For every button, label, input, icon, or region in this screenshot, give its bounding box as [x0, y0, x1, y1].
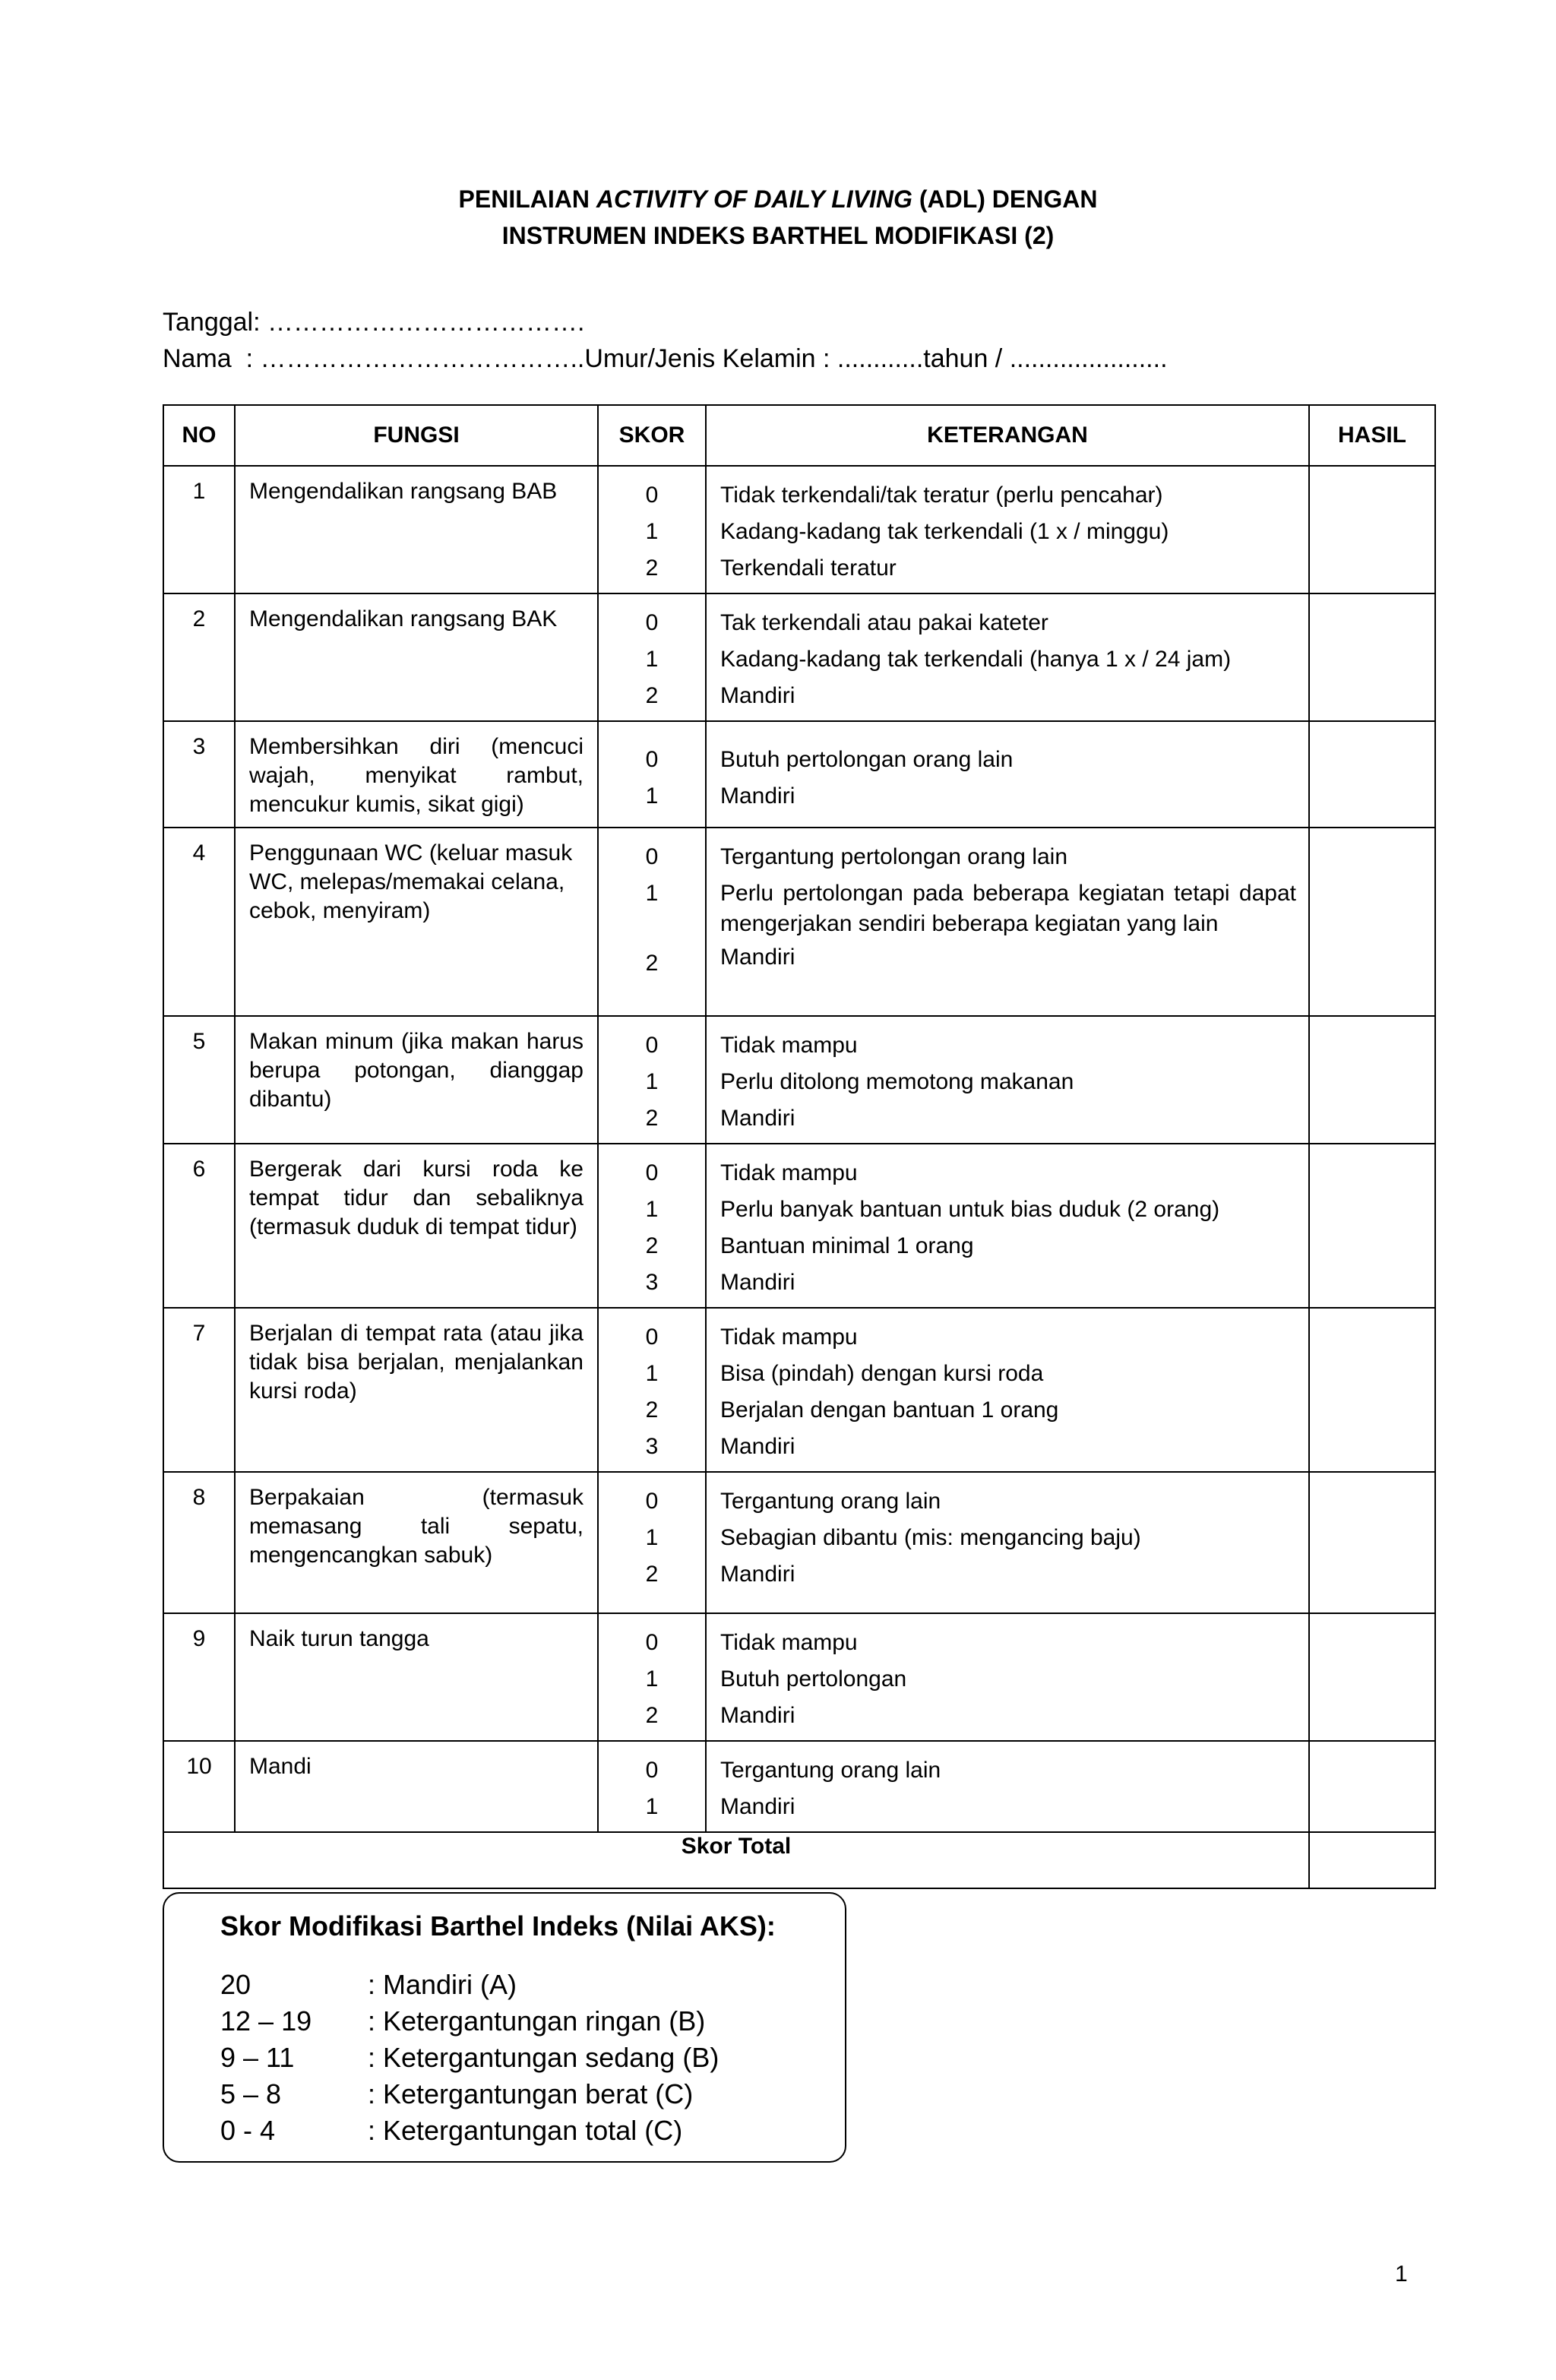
table-header-row: [163, 405, 1435, 466]
result-cell[interactable]: [1309, 1741, 1435, 1832]
row-descriptions: [706, 1016, 1309, 1144]
result-cell[interactable]: [1309, 1472, 1435, 1613]
result-cell[interactable]: [1309, 721, 1435, 828]
header-hasil: HASIL: [1309, 405, 1435, 466]
row-descriptions: [706, 593, 1309, 721]
row-scores: [598, 1472, 706, 1613]
result-cell[interactable]: [1309, 1613, 1435, 1741]
document-title-line-1: [0, 181, 1556, 217]
score-legend-box: [163, 1892, 846, 2163]
row-function: Penggunaan WC (keluar masuk WC, melepas/memakai celana, cebok, menyiram): [235, 828, 598, 1016]
score-description: Tidak mampu: [720, 1160, 858, 1185]
score-description: Mandiri: [720, 1434, 795, 1459]
table-row: [163, 828, 1435, 1016]
score-value: 1: [645, 881, 659, 906]
score-value: 0: [645, 1489, 659, 1514]
row-number: 10: [163, 1741, 235, 1832]
score-value: 0: [645, 747, 659, 772]
row-number: 8: [163, 1472, 235, 1613]
score-value: 2: [645, 1562, 659, 1587]
score-value: 0: [645, 1758, 659, 1783]
score-value: 1: [645, 1069, 659, 1094]
score-description: Perlu ditolong memotong makanan: [720, 1069, 1074, 1094]
header-fungsi: FUNGSI: [235, 405, 598, 466]
title-prefix: PENILAIAN: [458, 185, 596, 213]
score-value: 0: [645, 1160, 659, 1185]
row-scores: [598, 593, 706, 721]
score-description: Butuh pertolongan orang lain: [720, 747, 1014, 772]
table-row: [163, 1016, 1435, 1144]
score-description: Mandiri: [720, 683, 795, 708]
row-scores: [598, 721, 706, 828]
legend-range: 9 – 11: [220, 2042, 295, 2073]
row-number: 7: [163, 1308, 235, 1472]
total-score-label: Skor Total: [163, 1832, 1309, 1888]
legend-label: : Ketergantungan berat (C): [368, 2078, 694, 2109]
row-descriptions: [706, 1613, 1309, 1741]
score-description: Mandiri: [720, 1703, 795, 1728]
score-description: Tidak mampu: [720, 1630, 858, 1655]
row-function: Berpakaian (termasuk memasang tali sepatu, mengencangkan sabuk): [235, 1472, 598, 1613]
score-description: Tergantung pertolongan orang lain: [720, 844, 1068, 869]
score-description: Berjalan dengan bantuan 1 orang: [720, 1397, 1059, 1423]
header-no: NO: [163, 405, 235, 466]
legend-item: [220, 2040, 719, 2076]
header-skor: SKOR: [598, 405, 706, 466]
row-scores: [598, 1308, 706, 1472]
legend-range: 20: [220, 1969, 251, 2000]
score-description: Terkendali teratur: [720, 555, 897, 581]
table-row: [163, 1472, 1435, 1613]
score-description: Mandiri: [720, 1562, 795, 1587]
score-value: 1: [645, 1361, 659, 1386]
score-value: 1: [645, 1197, 659, 1222]
score-description: Butuh pertolongan: [720, 1666, 907, 1692]
score-description: Kadang-kadang tak terkendali (1 x / minggu): [720, 519, 1169, 544]
row-number: 2: [163, 593, 235, 721]
row-number: 3: [163, 721, 235, 828]
score-value: 2: [645, 951, 659, 976]
score-description: Tidak mampu: [720, 1033, 858, 1058]
score-description: Mandiri: [720, 1106, 795, 1131]
score-value: 1: [645, 783, 659, 809]
score-value: 0: [645, 1630, 659, 1655]
table-row: [163, 593, 1435, 721]
score-value: 0: [645, 483, 659, 508]
row-function: Berjalan di tempat rata (atau jika tidak bisa berjalan, menjalankan kursi roda): [235, 1308, 598, 1472]
legend-range: 12 – 19: [220, 2005, 312, 2037]
date-field-line: Tanggal: ……………………………….: [163, 308, 585, 337]
result-cell[interactable]: [1309, 1016, 1435, 1144]
score-description: Mandiri: [720, 783, 795, 809]
score-description: Mandiri: [720, 945, 795, 970]
row-descriptions: [706, 1308, 1309, 1472]
result-cell[interactable]: [1309, 593, 1435, 721]
row-function: Makan minum (jika makan harus berupa potongan, dianggap dibantu): [235, 1016, 598, 1144]
document-title-line-2: INSTRUMEN INDEKS BARTHEL MODIFIKASI (2): [501, 222, 1055, 249]
legend-label: : Ketergantungan total (C): [368, 2115, 683, 2146]
result-cell[interactable]: [1309, 1144, 1435, 1308]
score-value: 3: [645, 1270, 659, 1295]
score-value: 1: [645, 519, 659, 544]
score-value: 2: [645, 683, 659, 708]
legend-label: : Ketergantungan sedang (B): [368, 2042, 719, 2073]
name-age-sex-line: Nama : ………………………………..Umur/Jenis Kelamin : ............tahun / ......................: [163, 344, 1168, 373]
score-value: 2: [645, 1233, 659, 1258]
score-value: 2: [645, 1703, 659, 1728]
row-scores: [598, 1144, 706, 1308]
row-scores: [598, 466, 706, 593]
score-description: Tergantung orang lain: [720, 1758, 941, 1783]
table-row: [163, 1144, 1435, 1308]
legend-item: [220, 2003, 705, 2040]
row-function: Membersihkan diri (mencuci wajah, menyikat rambut, mencukur kumis, sikat gigi): [235, 721, 598, 828]
legend-item: [220, 1967, 517, 2003]
score-value: 2: [645, 1106, 659, 1131]
result-cell[interactable]: [1309, 1308, 1435, 1472]
score-value: 2: [645, 555, 659, 581]
score-value: 1: [645, 1794, 659, 1819]
score-value: 3: [645, 1434, 659, 1459]
legend-range: 5 – 8: [220, 2078, 282, 2109]
row-function: Bergerak dari kursi roda ke tempat tidur dan sebaliknya (termasuk duduk di tempat tidur): [235, 1144, 598, 1308]
row-function: Mengendalikan rangsang BAB: [235, 466, 598, 593]
header-keterangan: KETERANGAN: [706, 405, 1309, 466]
title-suffix: (ADL) DENGAN: [912, 185, 1098, 213]
score-value: 0: [645, 1033, 659, 1058]
table-row: [163, 1613, 1435, 1741]
result-cell[interactable]: [1309, 828, 1435, 1016]
score-description: Sebagian dibantu (mis: mengancing baju): [720, 1525, 1141, 1550]
row-number: 1: [163, 466, 235, 593]
score-value: 1: [645, 647, 659, 672]
legend-range: 0 - 4: [220, 2115, 276, 2146]
title-italic: ACTIVITY OF DAILY LIVING: [596, 185, 912, 213]
row-function: Mandi: [235, 1741, 598, 1832]
row-scores: [598, 1016, 706, 1144]
score-description: Mandiri: [720, 1794, 795, 1819]
row-number: 6: [163, 1144, 235, 1308]
row-descriptions: [706, 1472, 1309, 1613]
row-descriptions: [706, 1144, 1309, 1308]
row-descriptions: [706, 721, 1309, 828]
score-description: Kadang-kadang tak terkendali (hanya 1 x / 24 jam): [720, 647, 1232, 672]
table-row: [163, 1741, 1435, 1832]
legend-label: : Mandiri (A): [368, 1969, 517, 2000]
score-description: Tidak terkendali/tak teratur (perlu pencahar): [720, 483, 1163, 508]
row-descriptions: [706, 1741, 1309, 1832]
row-descriptions: [706, 466, 1309, 593]
result-cell[interactable]: [1309, 466, 1435, 593]
table-row: [163, 466, 1435, 593]
row-scores: [598, 828, 706, 1016]
score-description: Bantuan minimal 1 orang: [720, 1233, 974, 1258]
score-description: Tak terkendali atau pakai kateter: [720, 610, 1048, 635]
row-number: 5: [163, 1016, 235, 1144]
page-number: 1: [1395, 2261, 1408, 2287]
legend-item: [220, 2113, 682, 2149]
legend-label: : Ketergantungan ringan (B): [368, 2005, 706, 2037]
row-number: 9: [163, 1613, 235, 1741]
row-scores: [598, 1613, 706, 1741]
row-number: 4: [163, 828, 235, 1016]
row-scores: [598, 1741, 706, 1832]
score-description: Tidak mampu: [720, 1325, 858, 1350]
legend-title: Skor Modifikasi Barthel Indeks (Nilai AKS):: [220, 1910, 776, 1942]
row-function: Mengendalikan rangsang BAK: [235, 593, 598, 721]
score-description: Perlu pertolongan pada beberapa kegiatan tetapi dapat mengerjakan sendiri beberapa kegiatan yang lain: [720, 881, 1296, 936]
adl-barthel-table: [163, 404, 1436, 1889]
score-description: Bisa (pindah) dengan kursi roda: [720, 1361, 1044, 1386]
score-value: 0: [645, 844, 659, 869]
table-row: [163, 721, 1435, 828]
row-descriptions: [706, 828, 1309, 1016]
score-description: Mandiri: [720, 1270, 795, 1295]
legend-item: [220, 2076, 693, 2113]
score-value: 0: [645, 1325, 659, 1350]
row-function: Naik turun tangga: [235, 1613, 598, 1741]
total-score-cell[interactable]: [1309, 1832, 1435, 1888]
score-description: Perlu banyak bantuan untuk bias duduk (2 orang): [720, 1197, 1220, 1222]
score-value: 2: [645, 1397, 659, 1423]
table-row: [163, 1308, 1435, 1472]
score-value: 1: [645, 1525, 659, 1550]
score-value: 0: [645, 610, 659, 635]
score-description: Tergantung orang lain: [720, 1489, 941, 1514]
score-value: 1: [645, 1666, 659, 1692]
total-row: [163, 1832, 1435, 1888]
